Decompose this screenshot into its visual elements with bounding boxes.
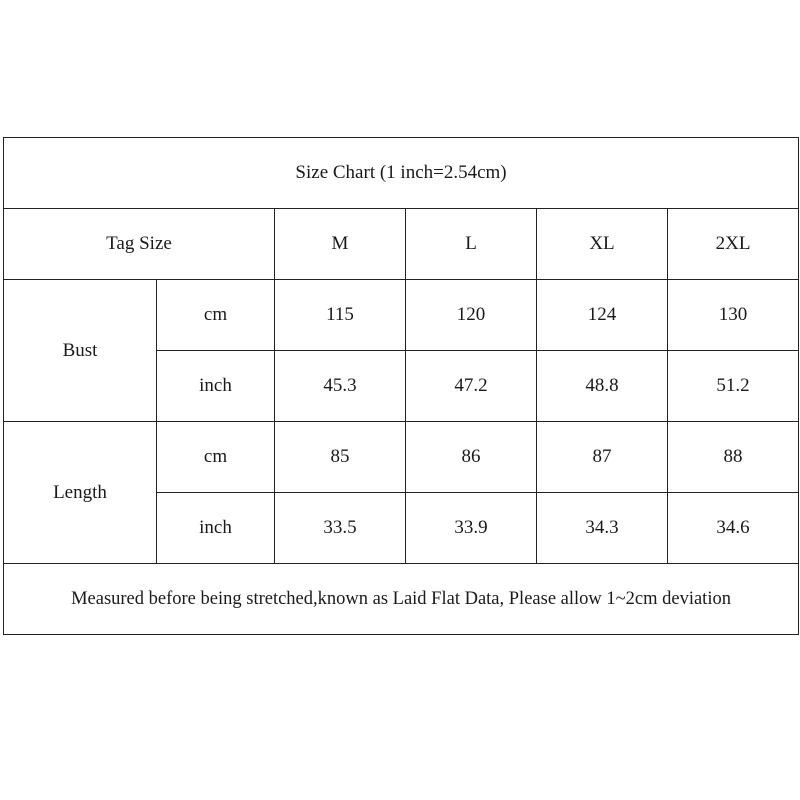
table-cell: 34.6 <box>668 493 799 564</box>
table-cell: 120 <box>406 280 537 351</box>
title-row <box>4 138 799 209</box>
table-cell: 85 <box>275 422 406 493</box>
measure-label-bust: Bust <box>4 280 157 422</box>
table-cell: 115 <box>275 280 406 351</box>
unit-label: inch <box>157 493 275 564</box>
table-cell: 48.8 <box>537 351 668 422</box>
table-cell: 33.9 <box>406 493 537 564</box>
table-cell: 86 <box>406 422 537 493</box>
table-cell: 51.2 <box>668 351 799 422</box>
size-chart-table <box>3 137 799 635</box>
tag-size-label: Tag Size <box>4 209 275 280</box>
size-header-l: L <box>406 209 537 280</box>
size-header-2xl: 2XL <box>668 209 799 280</box>
table-cell: 34.3 <box>537 493 668 564</box>
table-cell: 45.3 <box>275 351 406 422</box>
unit-label: inch <box>157 351 275 422</box>
table-row-length-cm <box>4 422 799 493</box>
measure-label-length: Length <box>4 422 157 564</box>
header-row <box>4 209 799 280</box>
table-cell: 130 <box>668 280 799 351</box>
size-header-xl: XL <box>537 209 668 280</box>
note-row <box>4 564 799 635</box>
chart-title: Size Chart (1 inch=2.54cm) <box>4 138 799 209</box>
table-cell: 124 <box>537 280 668 351</box>
unit-label: cm <box>157 280 275 351</box>
unit-label: cm <box>157 422 275 493</box>
measurement-note: Measured before being stretched,known as Laid Flat Data, Please allow 1~2cm deviation <box>4 564 799 635</box>
table-cell: 88 <box>668 422 799 493</box>
table-cell: 47.2 <box>406 351 537 422</box>
table-cell: 87 <box>537 422 668 493</box>
size-header-m: M <box>275 209 406 280</box>
table-row-bust-cm <box>4 280 799 351</box>
table-cell: 33.5 <box>275 493 406 564</box>
